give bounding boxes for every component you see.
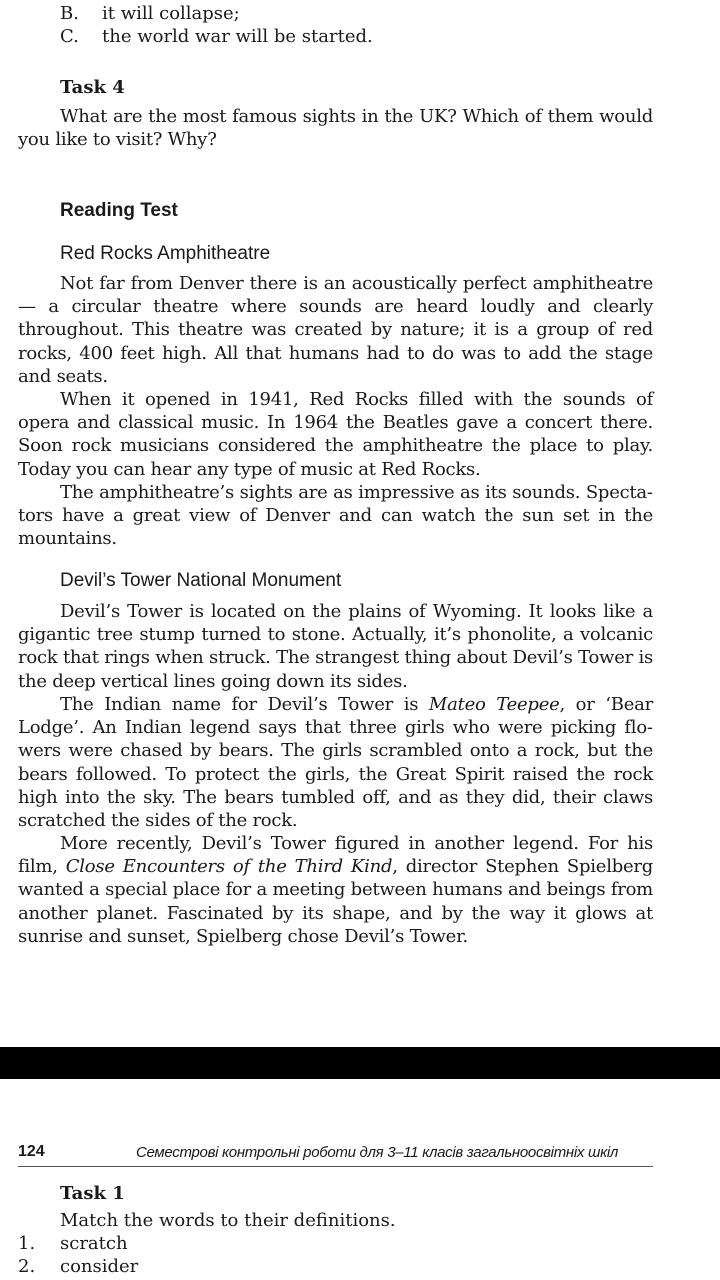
item-number: 1. xyxy=(18,1233,36,1254)
reading-test-title: Reading Test xyxy=(60,200,178,221)
item-number: 2. xyxy=(18,1256,36,1277)
option-letter: C. xyxy=(60,26,79,47)
option-c xyxy=(0,26,720,49)
task4-question: What are the most famous sights in the UK? Which of them would you like to visit? Why? xyxy=(18,106,653,151)
task4-title: Task 4 xyxy=(60,77,125,98)
italic-name: Mateo Teepee xyxy=(428,694,560,715)
option-text: the world war will be started. xyxy=(102,26,373,47)
italic-film-title: Close Encounters of the Third Kind xyxy=(65,856,393,878)
section-title-devils-tower: Devil’s Tower National Monument xyxy=(60,570,342,591)
section-title-red-rocks: Red Rocks Amphitheatre xyxy=(60,243,271,264)
paragraph: Not far from Denver there is an acoustically perfect amphitheatre — a circular theatre where sounds are heard loudly and clearly throughout. This theatre was created by nature; it is a group of red rocks, 400 feet high. All that humans had to do was to add the stage and seats. xyxy=(18,273,653,387)
paragraph: When it opened in 1941, Red Rocks filled with the sounds of opera and classical music. In 1964 the Beatles gave a concert there. Soon rock musicians considered the amphitheatre the place to play. Today you can hear any type of music at Red Rocks. xyxy=(18,389,653,480)
list-item xyxy=(0,1233,720,1256)
paragraph xyxy=(18,693,653,832)
page-break-band xyxy=(0,1047,720,1079)
paragraph-text: , director Stephen Spielberg wanted a special place for a meeting between humans and beings from another planet. Fascinated by its shape, and by the way it glows at sunrise and sunset, Spielberg chose Devil’s Tower. xyxy=(18,856,653,947)
paragraph-text: More recently, Devil’s Tower figured in another legend. For his film, xyxy=(18,833,653,878)
paragraph-text: , or ‘Bear Lodge’. An Indian legend says that three girls who were picking flowers were chased by bears. The girls scrambled onto a rock, but the bears followed. To protect the girls, the Great Spirit raised the rock high into the sky. The bears tumbled off, and as they did, their claws scratched the sides of the rock. xyxy=(18,694,653,832)
option-text: it will collapse; xyxy=(102,3,240,24)
running-head: Семестрові контрольні роботи для 3–11 класів загальноосвітніх шкіл xyxy=(136,1144,619,1161)
task1-instruction: Match the words to their definitions. xyxy=(60,1210,396,1231)
header-rule xyxy=(18,1166,653,1167)
list-item xyxy=(0,1256,720,1279)
task1-title: Task 1 xyxy=(60,1183,125,1204)
paragraph-text: The Indian name for Devil’s Tower is xyxy=(60,694,429,715)
option-letter: B. xyxy=(60,3,79,24)
paragraph: Devil’s Tower is located on the plains of Wyoming. It looks like a gigantic tree stump turned to stone. Actually, it’s phonolite, a volcanic rock that rings when struck. The strangest thing about Devil’s Tower is the deep vertical lines going down its sides. xyxy=(18,601,653,692)
paragraph: The amphitheatre’s sights are as impressive as its sounds. Spectators have a great view of Denver and can watch the sun set in the mountains. xyxy=(18,482,653,550)
page-number: 124 xyxy=(18,1143,45,1160)
item-word: scratch xyxy=(60,1233,128,1254)
option-b xyxy=(0,3,720,26)
paragraph xyxy=(18,832,653,948)
item-word: consider xyxy=(60,1256,139,1277)
